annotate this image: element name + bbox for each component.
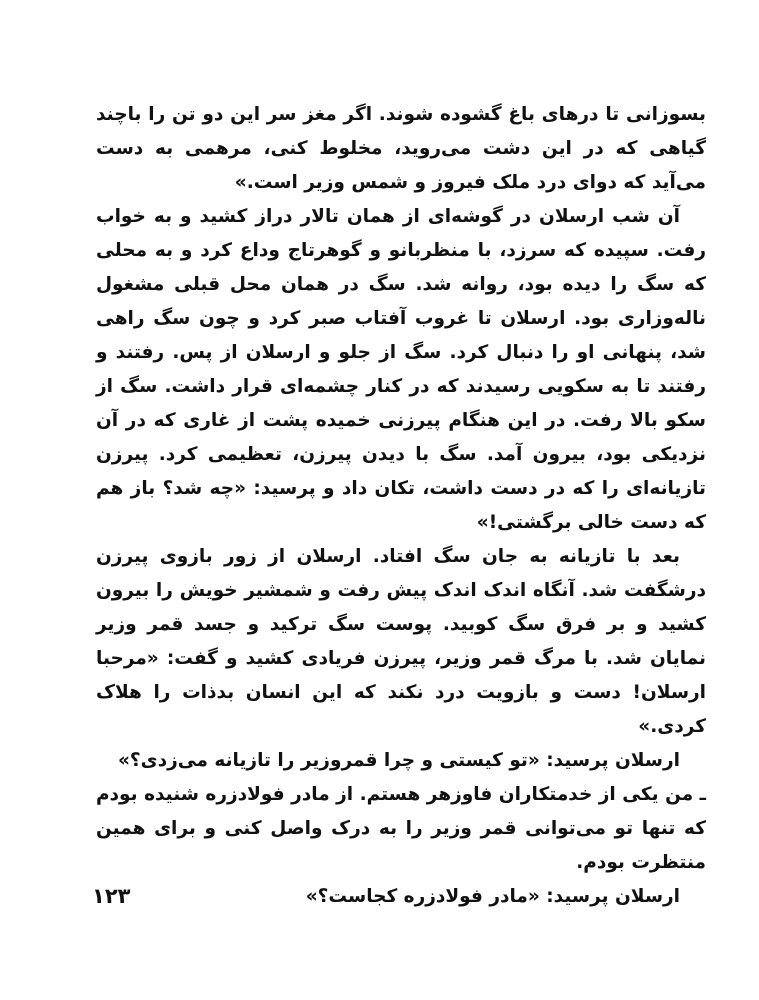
paragraph-5: ـ من یکی از خدمتکاران فاوزهر هستم. از مادر فولادزره شنیده بودم که تنها تو می‌توانی قمر وزیر را به درک واصل کنی و برای همین منتظرت بودم. [96,784,706,873]
paragraph-1: بسوزانی تا درهای باغ گشوده شوند. اگر مغز سر این دو تن را باچند گیاهی که در این دشت می‌روید، مخلوط کنی، مرهمی به دست می‌آید که دوای درد ملک فیروز و شمس وزیر است.» [96,104,706,193]
page-number: ۱۲۳ [92,884,131,908]
paragraph-4: ارسلان پرسید: «تو کیستی و چرا قمروزیر را تازیانه می‌زدی؟» [117,750,680,771]
paragraph-6: ارسلان پرسید: «مادر فولادزره کجاست؟» [305,886,680,907]
body-text [96,98,706,914]
paragraph-3: بعد با تازیانه به جان سگ افتاد. ارسلان از زور بازوی پیرزن درشگفت شد. آنگاه اندک اندک پیش رفت و شمشیر خویش را بیرون کشید و بر فرق سگ کوبید. پوست سگ ترکید و جسد قمر وزیر نمایان شد. با مرگ قمر وزیر، پیرزن فریادی کشید و گفت: «مرحبا ارسلان! دست و بازویت درد نکند که این انسان بدذات را هلاک کردی.» [96,546,706,737]
paragraph-2: آن شب ارسلان در گوشه‌ای از همان تالار دراز کشید و به خواب رفت. سپیده که سرزد، با منظربانو و گوهرتاج وداع کرد و به محلی که سگ را دیده بود، روانه شد. سگ در همان محل قبلی مشغول ناله‌وزاری بود. ارسلان تا غروب آفتاب صبر کرد و چون سگ راهی شد، پنهانی او را دنبال کرد. سگ از جلو و ارسلان از پس. رفتند و رفتند تا به سکویی رسیدند که در کنار چشمه‌ای قرار داشت. سگ از سکو بالا رفت. در این هنگام پیرزنی خمیده پشت از غاری که در آن نزدیکی بود، بیرون آمد. سگ با دیدن پیرزن، تعظیمی کرد. پیرزن تازیانه‌ای را که در دست داشت، تکان داد و پرسید: «چه شد؟ باز هم که دست خالی برگشتی!» [96,206,706,533]
